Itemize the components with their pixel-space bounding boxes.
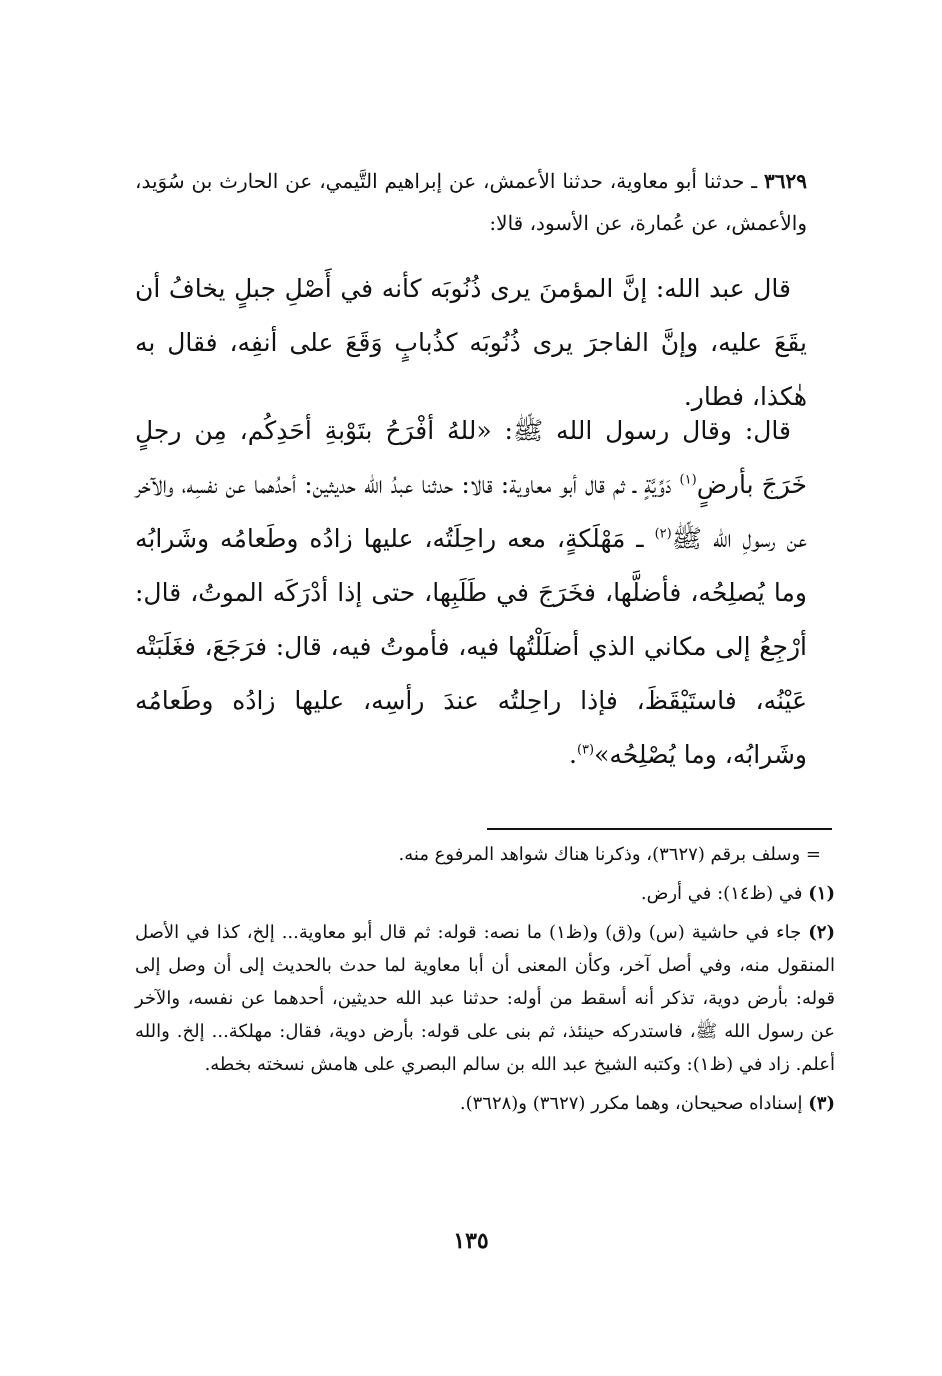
footnote-3-marker: (٣) bbox=[808, 1093, 835, 1114]
footnote-continuation bbox=[135, 838, 835, 871]
footnote-1-marker: (١) bbox=[808, 883, 835, 904]
footnote-continuation-marker: = bbox=[805, 844, 821, 865]
footnote-3 bbox=[135, 1087, 835, 1120]
hadith-number-dash: ـ bbox=[744, 169, 765, 193]
paragraph-two-part-c: ـ مَهْلَكةٍ، معه راحِلَتُه، عليها زادُه وطَعامُه وشَرابُه وما يُصلِحُه، فأضلَّها، فخَرَجَ في طَلَبِها، حتى إذا أدْرَكَه الموتُ، قال: أرْجِعُ إلى مكاني الذي أضلَلْتُها فيه، فأموتُ فيه، قال: فرَجَعَ، فغَلَبَتْه عَيْنُه، فاستَيْقَظَ، فإذا راحِلتُه عندَ رأسِه، عليها زادُه وطَعامُه وشَرابُه، وما يُصْلِحُه» bbox=[135, 524, 807, 769]
paragraph-abdullah-saying: قال عبد الله: إنَّ المؤمنَ يرى ذُنُوبَه كأنه في أَصْلِ جبلٍ يخافُ أن يقَعَ عليه، وإنَّ الفاجرَ يرى ذُنُوبَه كذُبابٍ وَقَعَ على أنفِه، فقال به هٰكذا، فطار. bbox=[135, 274, 807, 411]
paragraph-two-part-b: دَوِّيَّةٍ ـ ثم قال أبو معاوية: قالا: حدثنا عبدُ الله حديثين: أحدُهما عن نفسِه، والآخر عن رسولِ الله ﷺ bbox=[135, 470, 807, 553]
footnote-continuation-text: وسلف برقم (٣٦٢٧)، وذكرنا هناك شواهد المرفوع منه. bbox=[398, 844, 801, 865]
footnote-1 bbox=[135, 877, 835, 910]
page-number: ١٣٥ bbox=[453, 1228, 489, 1254]
hadith-isnad: حدثنا أبو معاوية، حدثنا الأعمش، عن إبراهيم التَّيمي، عن الحارث بن سُوَيد، والأعمش، عن عُمارة، عن الأسود، قالا: bbox=[135, 169, 807, 235]
footnote-1-text: في (ظ١٤): في أرض. bbox=[640, 883, 803, 904]
paragraph-two-end: . bbox=[568, 740, 577, 769]
footnote-2 bbox=[135, 916, 835, 1081]
hadith-header bbox=[135, 160, 807, 244]
footnote-2-text: جاء في حاشية (س) و(ق) و(ظ١) ما نصه: قوله: ثم قال أبو معاوية... إلخ، كذا في الأصل المنقول منه، وفي أصل آخر، وكأن المعنى أن أبا معاوية لما حدث بالحديث إلى أن وصل إلى قوله: بأرض دوية، تذكر أنه أسقط من أوله: حدثنا عبد الله حديثين، أحدهما عن نفسه، والآخر عن رسول الله ﷺ، فاستدركه حينئذ، ثم بنى على قوله: بأرض دوية، فقال: مهلكة... إلخ. والله أعلم. زاد في (ظ١): وكتبه الشيخ عبد الله بن سالم البصري على هامش نسخته بخطه. bbox=[135, 922, 835, 1075]
hadith-number: ٣٦٢٩ bbox=[764, 169, 807, 193]
footnote-ref-3: (٣) bbox=[576, 742, 595, 758]
footnote-2-marker: (٢) bbox=[808, 922, 835, 943]
paragraph-two-part-a: قال: وقال رسول الله ﷺ: «للهُ أفْرَحُ بتَوْبةِ أحَدِكُم، مِن رجلٍ خَرَجَ بأرضٍ bbox=[135, 416, 807, 499]
footnote-separator-line bbox=[487, 828, 832, 830]
footnote-ref-1: (١) bbox=[679, 472, 697, 488]
footnote-ref-2: (٢) bbox=[654, 526, 672, 542]
paragraph-prophet-hadith bbox=[135, 404, 807, 782]
footnotes-section bbox=[135, 838, 835, 1126]
footnote-3-text: إسناداه صحيحان، وهما مكرر (٣٦٢٧) و(٣٦٢٨). bbox=[459, 1093, 803, 1114]
